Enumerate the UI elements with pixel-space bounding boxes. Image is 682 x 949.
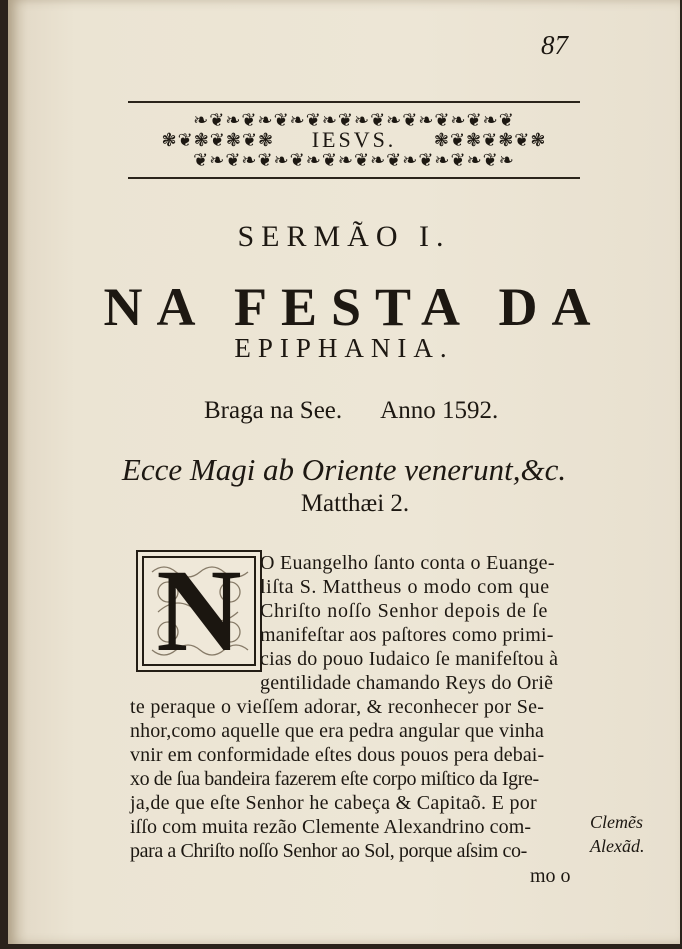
body-line: cias do pouo Iudaico ſe manifeſtou à — [260, 648, 559, 670]
margin-note: Clemẽs — [590, 812, 643, 832]
book-page — [8, 0, 680, 944]
catchword: mo o — [530, 865, 571, 887]
body-line: para a Chriſto noſſo Senhor ao Sol, porque aſsim co- — [130, 840, 527, 862]
body-line: xo de ſua bandeira fazerem eſte corpo miſtico da Igre- — [130, 768, 539, 790]
body-line: Chriſto noſſo Senhor depois de ſe — [260, 600, 549, 622]
decorated-initial — [136, 545, 262, 676]
place: Braga na See. — [204, 397, 343, 424]
ornament-left: ❃❦❃❦❃❦❃ — [161, 130, 275, 150]
body-line: ja,de que eſte Senhor he cabeça & Capitaõ. E por — [130, 792, 538, 814]
headpiece-label: IESVS. — [311, 128, 397, 152]
ornament-right: ❃❦❃❦❃❦❃ — [433, 130, 547, 150]
scripture-reference: Matthæi 2. — [300, 490, 410, 517]
body-line: vnir em conformidade eſtes dous pouos pera debai- — [130, 744, 545, 766]
initial-letter: N — [156, 545, 242, 676]
scripture-verse: Ecce Magi ab Oriente venerunt,&c. — [121, 452, 567, 487]
place-and-year — [204, 397, 498, 425]
body-line: iſſo com muita rezão Clemente Alexandrino com- — [130, 816, 532, 838]
sermon-title: NA FESTA DA — [103, 277, 605, 337]
body-line: gentilidade chamando Reys do Oriẽ — [260, 672, 554, 694]
ornamental-headpiece — [128, 101, 580, 179]
body-line: liſta S. Mattheus o modo com que — [260, 576, 550, 598]
body-line: te peraque o vieſſem adorar, & reconhecer por Se- — [130, 696, 545, 718]
body-line: O Euangelho ſanto conta o Euange- — [260, 552, 555, 574]
sermon-number: SERMÃO I. — [237, 220, 451, 253]
sermon-subtitle: EPIPHANIA. — [234, 333, 454, 363]
ornament-border-top: ❧❦❧❦❧❦❧❦❧❦❧❦❧❦❧❦❧❦❧❦ — [193, 110, 515, 130]
ornament-border-bottom: ❦❧❦❧❦❧❦❧❦❧❦❧❦❧❦❧❦❧❦❧ — [193, 150, 515, 170]
body-line: manifeſtar aos paſtores como primi- — [260, 624, 554, 646]
margin-note: Alexãd. — [590, 836, 645, 856]
body-line: nhor,como aquelle que era pedra angular que vinha — [130, 720, 544, 742]
year: Anno 1592. — [380, 397, 499, 424]
page-number: 87 — [541, 30, 568, 60]
